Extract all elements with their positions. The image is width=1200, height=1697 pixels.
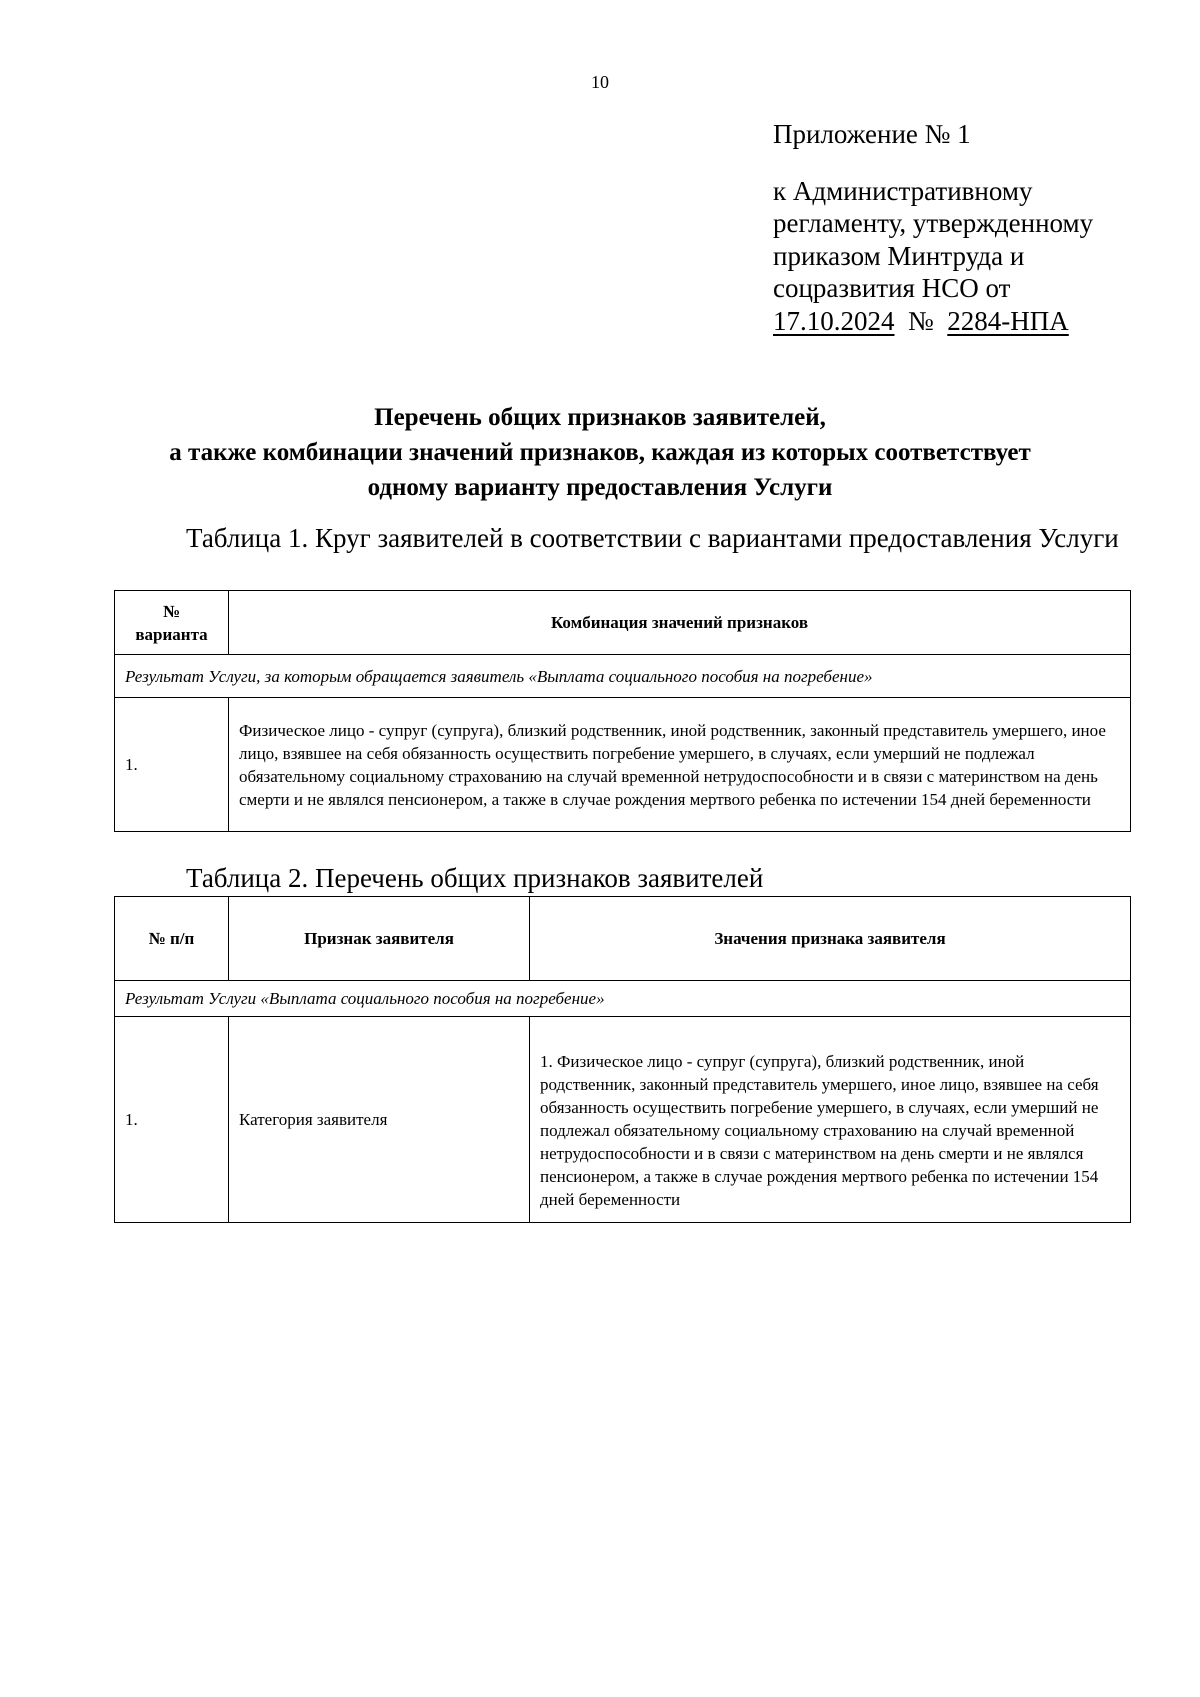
table-row bbox=[115, 1017, 1131, 1223]
section-title: Результат Услуги, за которым обращается заявитель «Выплата социального пособия на погребение» bbox=[115, 655, 1131, 698]
row-attribute: Категория заявителя bbox=[229, 1017, 530, 1223]
section-title: Результат Услуги «Выплата социального пособия на погребение» bbox=[115, 981, 1131, 1017]
table-header-row bbox=[115, 897, 1131, 981]
title-line: а также комбинации значений признаков, каждая из которых соответствует bbox=[169, 439, 1031, 466]
appendix-date: 17.10.2024 bbox=[773, 305, 895, 336]
header-value: Значения признака заявителя bbox=[530, 897, 1131, 981]
table2-caption: Таблица 2. Перечень общих признаков заявителей bbox=[186, 863, 764, 893]
table-section-row bbox=[115, 655, 1131, 698]
row-text: Физическое лицо - супруг (супруга), близкий родственник, иной родственник, законный представитель умершего, иное лицо, взявшее на себя обязанность осуществить погребение умершего, в случаях, если умерший не подлежал обязательному социальному страхованию на случай временной нетрудоспособности и в связи с материнством на день смерти и не являлся пенсионером, а также в случае рождения мертвого ребенка по истечении 154 дней беременности bbox=[229, 698, 1131, 832]
table1-caption: Таблица 1. Круг заявителей в соответствии с вариантами предоставления Услуги bbox=[186, 523, 1119, 553]
appendix-date-line bbox=[773, 305, 1173, 338]
row-value: 1. Физическое лицо - супруг (супруга), близкий родственник, иной родственник, законный представитель умершего, иное лицо, взявшее на себя обязанность осуществить погребение умершего, в случаях, если умерший не подлежал обязательному социальному страхованию на случай временной нетрудоспособности и в связи с материнством на день смерти и не являлся пенсионером, а также в случае рождения мертвого ребенка по истечении 154 дней беременности bbox=[530, 1017, 1131, 1223]
row-number: 1. bbox=[115, 698, 229, 832]
header-combination: Комбинация значений признаков bbox=[229, 591, 1131, 655]
header-attribute: Признак заявителя bbox=[229, 897, 530, 981]
table-row bbox=[115, 698, 1131, 832]
title-line: Перечень общих признаков заявителей, bbox=[374, 404, 826, 431]
table1 bbox=[114, 590, 1131, 832]
appendix-line: к Административному bbox=[773, 175, 1033, 206]
appendix-line: приказом Минтруда и bbox=[773, 240, 1025, 271]
title-line: одному варианту предоставления Услуги bbox=[367, 474, 833, 501]
header-text: варианта bbox=[135, 624, 208, 644]
table-section-row bbox=[115, 981, 1131, 1017]
appendix-title: Приложение № 1 bbox=[773, 119, 971, 149]
appendix-number: 2284-НПА bbox=[947, 305, 1069, 336]
document-title bbox=[100, 400, 1100, 505]
header-number: № п/п bbox=[115, 897, 229, 981]
table2 bbox=[114, 896, 1131, 1223]
appendix-line: соцразвития НСО от bbox=[773, 273, 1011, 303]
page-number: 10 bbox=[591, 72, 609, 92]
appendix-block bbox=[773, 118, 1173, 337]
appendix-line: регламенту, утвержденному bbox=[773, 208, 1094, 238]
header-variant-number bbox=[115, 591, 229, 655]
row-number: 1. bbox=[115, 1017, 229, 1223]
header-text: № bbox=[162, 601, 181, 621]
number-sign: № bbox=[908, 305, 934, 336]
table-header-row bbox=[115, 591, 1131, 655]
